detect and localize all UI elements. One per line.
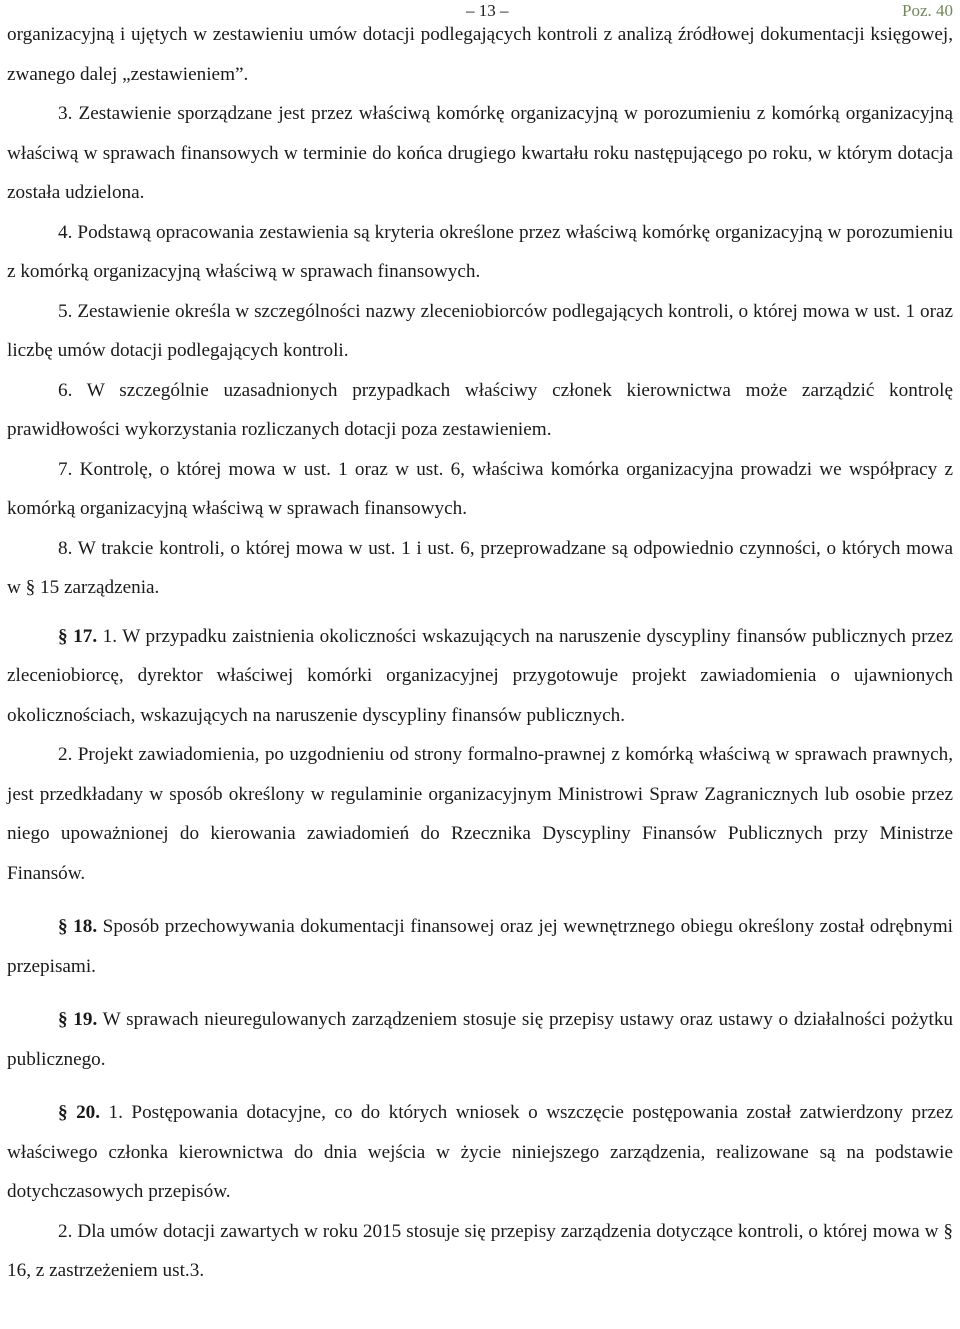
section-paragraph bbox=[7, 1093, 953, 1212]
document-reference: Poz. 40 bbox=[902, 1, 953, 20]
paragraph-text: 1. W przypadku zaistnienia okoliczności wskazujących na naruszenie dyscypliny finansów publicznych przez zleceniobiorcę, dyrektor właściwej komórki organizacyjnej przygotowuje projekt zawiadomienia o ujawnionych okolicznościach, wskazujących na naruszenie dyscypliny finansów publicznych. bbox=[7, 625, 954, 726]
paragraph-text: 4. Podstawą opracowania zestawienia są kryteria określone przez właściwą komórkę organizacyjną w porozumieniu z komórką organizacyjną właściwą w sprawach finansowych. bbox=[7, 221, 953, 282]
paragraph bbox=[7, 529, 953, 608]
paragraph bbox=[7, 213, 953, 292]
section-number: § 19. bbox=[58, 1009, 98, 1030]
paragraph bbox=[7, 371, 953, 450]
section-paragraph bbox=[7, 907, 953, 986]
paragraph-text: W sprawach nieuregulowanych zarządzeniem stosuje się przepisy ustawy oraz ustawy o działalności pożytku publicznego. bbox=[7, 1009, 954, 1070]
paragraph-text: 2. Dla umów dotacji zawartych w roku 2015 stosuje się przepisy zarządzenia dotyczące kontroli, o której mowa w § 16, z zastrzeżeniem ust.3. bbox=[7, 1220, 953, 1281]
section-number: § 18. bbox=[58, 916, 98, 937]
paragraph-text: 8. W trakcie kontroli, o której mowa w ust. 1 i ust. 6, przeprowadzane są odpowiednio czynności, o których mowa w § 15 zarządzenia. bbox=[7, 537, 953, 598]
paragraph bbox=[7, 292, 953, 371]
paragraph-text: organizacyjną i ujętych w zestawieniu umów dotacji podlegających kontroli z analizą źródłowej dokumentacji księgowej, zwanego dalej „zestawieniem”. bbox=[7, 24, 953, 85]
paragraph bbox=[7, 1212, 953, 1291]
paragraph-text: 7. Kontrolę, o której mowa w ust. 1 oraz w ust. 6, właściwa komórka organizacyjna prowadzi we współpracy z komórką organizacyjną właściwą w sprawach finansowych. bbox=[7, 458, 953, 519]
section-number: § 17. bbox=[58, 625, 98, 647]
section-paragraph bbox=[7, 617, 953, 736]
paragraph-text: 1. Postępowania dotacyjne, co do których wniosek o wszczęcie postępowania został zatwierdzony przez właściwego członka kierownictwa do dnia wejścia w życie niniejszego zarządzenia, realizowane są na podstawie dotychczasowych przepisów. bbox=[7, 1102, 954, 1202]
paragraph bbox=[7, 735, 953, 893]
document-body bbox=[7, 15, 953, 1291]
paragraph-text: 2. Projekt zawiadomienia, po uzgodnieniu od strony formalno-prawnej z komórką właściwą w sprawach prawnych, jest przedkładany w sposób określony w regulaminie organizacyjnym Ministrowi Spraw Zagranicznych lub osobie przez niego upoważnionej do kierowania zawiadomień do Rzecznika Dyscypliny Finansów Publicznych przy Ministrze Finansów. bbox=[7, 744, 953, 884]
paragraph-text: 6. W szczególnie uzasadnionych przypadkach właściwy członek kierownictwa może zarządzić kontrolę prawidłowości wykorzystania rozliczanych dotacji poza zestawieniem. bbox=[7, 379, 953, 440]
page-header bbox=[7, 0, 953, 22]
paragraph-text: Sposób przechowywania dokumentacji finansowej oraz jej wewnętrznego obiegu określony został odrębnymi przepisami. bbox=[7, 916, 954, 977]
section-paragraph bbox=[7, 1000, 953, 1079]
paragraph-text: 3. Zestawienie sporządzane jest przez właściwą komórkę organizacyjną w porozumieniu z komórką organizacyjną właściwą w sprawach finansowych w terminie do końca drugiego kwartału roku następującego po roku, w którym dotacja została udzielona. bbox=[7, 103, 953, 203]
document-page bbox=[7, 0, 953, 1291]
section-number: § 20. bbox=[58, 1102, 101, 1123]
paragraph bbox=[7, 450, 953, 529]
paragraph-text: 5. Zestawienie określa w szczególności nazwy zleceniobiorców podlegających kontroli, o której mowa w ust. 1 oraz liczbę umów dotacji podlegających kontroli. bbox=[7, 300, 953, 361]
page-number: – 13 – bbox=[466, 1, 509, 20]
paragraph bbox=[7, 94, 953, 213]
paragraph bbox=[7, 15, 953, 94]
